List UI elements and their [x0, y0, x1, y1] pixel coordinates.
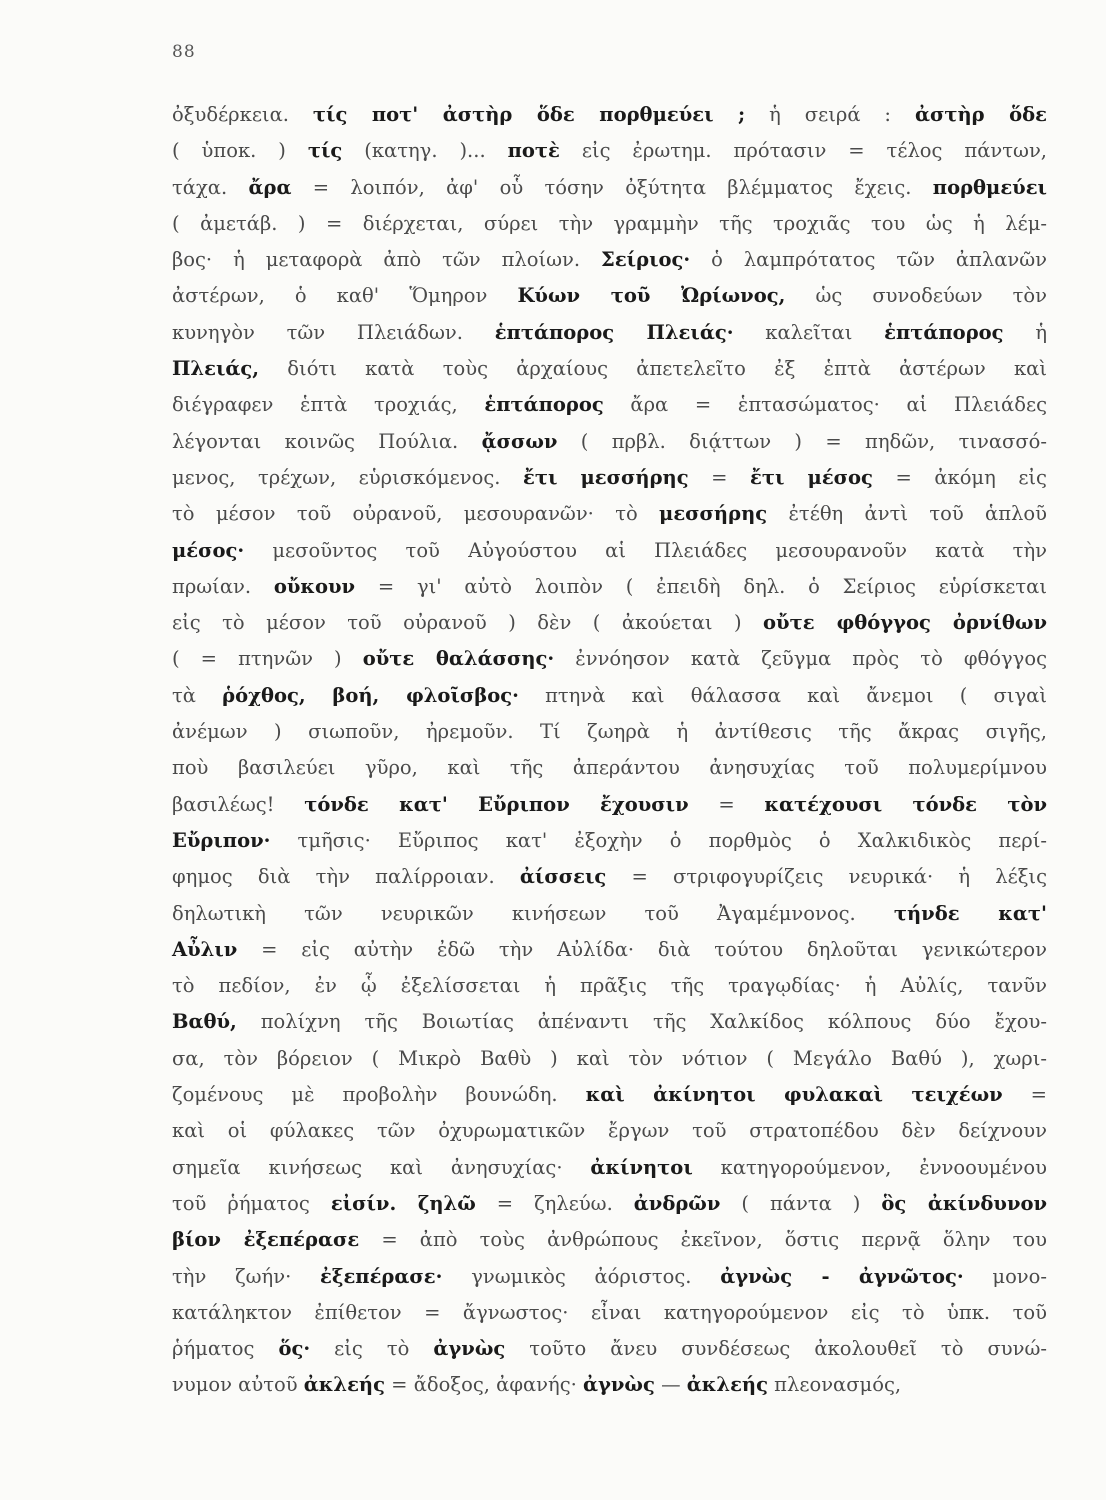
commentary-text: πολίχνη τῆς Βοιωτίας ἀπέναντι τῆς Χαλκίδος κόλπους δύο ἔχου-	[236, 1010, 1047, 1034]
commentary-text: ( = πτηνῶν )	[172, 647, 363, 671]
text-line	[172, 1113, 1047, 1149]
commentary-text: ἡ σειρά :	[745, 103, 915, 126]
text-line	[172, 968, 1047, 1004]
text-line	[172, 97, 1047, 133]
commentary-text: ἀστέρων, ὁ καθ' Ὅμηρον	[172, 284, 518, 308]
commentary-text: =	[1002, 1083, 1047, 1107]
lemma-term: ἀγνὼς - ἀγνῶτος·	[720, 1264, 964, 1288]
lemma-term: ἔτι μεσσήρης	[523, 465, 689, 489]
commentary-text: τὰ	[172, 683, 223, 707]
commentary-text: δηλωτικὴ τῶν νευρικῶν κινήσεων τοῦ Ἀγαμέμνονος.	[172, 901, 894, 925]
text-line	[172, 1186, 1047, 1222]
commentary-text: εἰς τὸ μέσον τοῦ οὐρανοῦ ) δὲν ( ἀκούεται )	[172, 611, 764, 635]
lemma-term: ἀκίνητοι	[590, 1155, 693, 1179]
commentary-text: πρωίαν.	[172, 574, 274, 598]
commentary-text: ἀνέμων ) σιωποῦν, ἠρεμοῦν. Τί ζωηρὰ ἡ ἀντίθεσις τῆς ἄκρας σιγῆς,	[172, 720, 1047, 744]
commentary-text: κατάληκτον ἐπίθετον = ἄγνωστος· εἶναι κατηγορούμενον εἰς τὸ ὑπκ. τοῦ	[172, 1300, 1047, 1324]
commentary-text: (κατηγ. )...	[342, 139, 508, 163]
commentary-text: ὁ λαμπρότατος τῶν ἀπλανῶν	[690, 248, 1047, 272]
text-line	[172, 133, 1047, 169]
commentary-text: = ζηλεύω.	[475, 1191, 634, 1215]
text-line	[172, 278, 1047, 314]
commentary-text: φημος διὰ τὴν παλίρροιαν.	[172, 865, 520, 889]
text-line	[172, 605, 1047, 641]
commentary-text: ζομένους μὲ προβολὴν βουνώδη.	[172, 1083, 586, 1107]
commentary-text: νυμον αὐτοῦ	[172, 1373, 304, 1397]
lemma-term: ῥόχθος, βοή, φλοῖσβος·	[222, 683, 519, 707]
text-line	[172, 206, 1047, 242]
commentary-text: πλεονασμός,	[767, 1373, 902, 1397]
text-line	[172, 1222, 1047, 1258]
lemma-term: μεσσήρης	[659, 502, 768, 526]
commentary-text: = λοιπόν, ἀφ' οὗ τόσην ὀξύτητα βλέμματος ἔχεις.	[291, 175, 933, 199]
commentary-text: τάχα.	[172, 175, 249, 199]
commentary-text: διότι κατὰ τοὺς ἀρχαίους ἀπετελεῖτο ἐξ ἑπτὰ ἀστέρων καὶ	[259, 357, 1047, 381]
commentary-text: ἡ	[1003, 320, 1048, 344]
lemma-term: οὔκουν	[273, 574, 356, 598]
commentary-text: εἰς τὸ	[310, 1337, 434, 1361]
lemma-term: εἰσίν. ζηλῶ	[330, 1191, 476, 1215]
lemma-term: ἑπτάπορος	[884, 320, 1004, 344]
lemma-term: οὔτε φθόγγος ὀρνίθων	[763, 611, 1047, 635]
commentary-text: γνωμικὸς ἀόριστος.	[442, 1264, 721, 1288]
commentary-text: διέγραφεν ἑπτὰ τροχιάς,	[172, 393, 485, 417]
commentary-text: ἐννόησον κατὰ ζεῦγμα πρὸς τὸ φθόγγος	[554, 647, 1047, 671]
commentary-text: μονο-	[963, 1264, 1047, 1288]
text-line	[172, 424, 1047, 460]
lemma-term: Σείριος·	[601, 248, 691, 272]
text-line	[172, 1295, 1047, 1331]
commentary-text: τὴν ζωήν·	[172, 1264, 321, 1288]
lemma-term: ἀκλεής	[686, 1373, 768, 1397]
lemma-term: ἀστὴρ ὅδε	[914, 103, 1047, 126]
text-line	[172, 896, 1047, 932]
text-line	[172, 569, 1047, 605]
commentary-text: ἐτέθη ἀντὶ τοῦ ἁπλοῦ	[767, 502, 1047, 526]
lemma-term: ποτὲ	[507, 139, 560, 163]
commentary-text: μεσοῦντος τοῦ Αὐγούστου αἱ Πλειάδες μεσουρανοῦν κατὰ τὴν	[244, 538, 1047, 562]
lemma-term: Εὔριπον·	[172, 828, 271, 852]
commentary-text: κυνηγὸν τῶν Πλειάδων.	[172, 320, 495, 344]
commentary-text: σημεῖα κινήσεως καὶ ἀνησυχίας·	[172, 1155, 591, 1179]
commentary-text: σα, τὸν βόρειον ( Μικρὸ Βαθὺ ) καὶ τὸν νότιον ( Μεγάλο Βαθύ ), χωρι-	[172, 1046, 1047, 1070]
commentary-text: τοῦτο ἄνευ συνδέσεως ἀκολουθεῖ τὸ συνώ-	[505, 1337, 1047, 1361]
lemma-term: ἑπτάπορος Πλειάς·	[494, 320, 734, 344]
lemma-term: Αὖλιν	[172, 937, 238, 961]
text-line	[172, 1077, 1047, 1113]
lemma-term: τίς	[307, 139, 343, 163]
commentary-text: —	[654, 1373, 687, 1397]
commentary-text: τὸ πεδίον, ἐν ᾧ ἐξελίσσεται ἡ πρᾶξις τῆς τραγῳδίας· ἡ Αὐλίς, τανῦν	[172, 974, 1047, 998]
lemma-term: ἀκλεής	[303, 1373, 385, 1397]
commentary-text: καλεῖται	[733, 320, 885, 344]
commentary-text: ( πρβλ. διᾴττων ) = πηδῶν, τινασσό-	[557, 429, 1047, 453]
commentary-text: =	[688, 792, 765, 816]
text-line	[172, 496, 1047, 532]
text-line	[172, 1367, 1047, 1403]
commentary-text: κατηγορούμενον, ἐννοουμένου	[692, 1155, 1047, 1179]
lemma-term: ἀίσσεις	[519, 865, 607, 889]
commentary-text: μενος, τρέχων, εὑρισκόμενος.	[172, 465, 523, 489]
commentary-text: τὸ μέσον τοῦ οὐρανοῦ, μεσουρανῶν· τὸ	[172, 502, 660, 526]
text-line	[172, 315, 1047, 351]
commentary-text: πτηνὰ καὶ θάλασσα καὶ ἄνεμοι ( σιγαὶ	[518, 683, 1047, 707]
lemma-term: ἔτι μέσος	[750, 465, 873, 489]
commentary-text: = ἀκόμη εἰς	[872, 465, 1047, 489]
text-line	[172, 460, 1047, 496]
text-line	[172, 714, 1047, 750]
lemma-term: τόνδε κατ' Εὔριπον ἔχουσιν	[304, 792, 689, 816]
text-line	[172, 242, 1047, 278]
lemma-term: πορθμεύει	[932, 175, 1047, 199]
commentary-text: = ἄδοξος, ἀφανής·	[384, 1373, 584, 1397]
commentary-text: ( πάντα )	[720, 1191, 882, 1215]
text-line	[172, 859, 1047, 895]
lemma-term: ᾄσσων	[481, 429, 558, 453]
text-line	[172, 387, 1047, 423]
lemma-term: ἑπτάπορος	[484, 393, 604, 417]
text-line	[172, 1150, 1047, 1186]
lemma-term: ἀνδρῶν	[633, 1191, 721, 1215]
text-line	[172, 787, 1047, 823]
page-number: 88	[172, 42, 196, 62]
commentary-text: = γι' αὐτὸ λοιπὸν ( ἐπειδὴ δηλ. ὁ Σείριος εὑρίσκεται	[355, 574, 1048, 598]
commentary-text: τοῦ ῥήματος	[172, 1191, 331, 1215]
text-line	[172, 170, 1047, 206]
lemma-term: Βαθύ,	[172, 1010, 237, 1034]
commentary-text: τμῆσις· Εὔριπος κατ' ἐξοχὴν ὁ πορθμὸς ὁ Χαλκιδικὸς περί-	[270, 828, 1047, 852]
lemma-term: ἐξεπέρασε·	[320, 1264, 443, 1288]
lemma-term: ἀγνὼς	[433, 1337, 506, 1361]
text-line	[172, 678, 1047, 714]
lemma-term: καὶ ἀκίνητοι φυλακαὶ τειχέων	[585, 1083, 1003, 1107]
lemma-term: ὃς ἀκίνδυνον	[881, 1191, 1048, 1215]
body-text	[172, 97, 1047, 1404]
commentary-text: ( ἀμετάβ. ) = διέρχεται, σύρει τὴν γραμμὴν τῆς τροχιᾶς του ὡς ἡ λέμ-	[172, 211, 1047, 235]
commentary-text: ἄρα = ἑπτασώματος· αἱ Πλειάδες	[603, 393, 1047, 417]
lemma-term: τήνδε κατ'	[893, 901, 1047, 925]
commentary-text: = στριφογυρίζεις νευρικά· ἡ λέξις	[606, 865, 1047, 889]
lemma-term: κατέχουσι τόνδε τὸν	[764, 792, 1047, 816]
lemma-term: ἀγνὼς	[583, 1373, 655, 1397]
lemma-term: μέσος·	[172, 538, 245, 562]
commentary-text: εἰς ἐρωτημ. πρότασιν = τέλος πάντων,	[559, 139, 1047, 163]
commentary-text: βος· ἡ μεταφορὰ ἀπὸ τῶν πλοίων.	[172, 248, 602, 272]
text-line	[172, 533, 1047, 569]
lemma-term: ὅς·	[278, 1337, 311, 1361]
text-line	[172, 1331, 1047, 1367]
text-line	[172, 1004, 1047, 1040]
commentary-text: ὡς συνοδεύων τὸν	[785, 284, 1048, 308]
commentary-text: ( ὑποκ. )	[172, 139, 308, 163]
text-line	[172, 1259, 1047, 1295]
commentary-text: = εἰς αὐτὴν ἐδῶ τὴν Αὐλίδα· διὰ τούτου δηλοῦται γενικώτερον	[237, 937, 1047, 961]
text-line	[172, 351, 1047, 387]
commentary-text: βασιλέως!	[172, 792, 305, 816]
lemma-term: οὔτε θαλάσσης·	[362, 647, 555, 671]
text-line	[172, 932, 1047, 968]
text-line	[172, 641, 1047, 677]
lemma-term: ἄρα	[248, 175, 292, 199]
commentary-text: ποὺ βασιλεύει γῦρο, καὶ τῆς ἀπεράντου ἀνησυχίας τοῦ πολυμερίμνου	[172, 756, 1047, 780]
commentary-text: ῥήματος	[172, 1337, 279, 1361]
commentary-text: =	[688, 465, 751, 489]
lemma-term: Κύων τοῦ Ὠρίωνος,	[517, 284, 786, 308]
lemma-term: βίον ἐξεπέρασε	[172, 1228, 360, 1252]
lemma-term: τίς ποτ' ἀστὴρ ὅδε πορθμεύει ;	[312, 103, 746, 126]
commentary-text: λέγονται κοινῶς Πούλια.	[172, 429, 482, 453]
commentary-text: = ἀπὸ τοὺς ἀνθρώπους ἐκεῖνον, ὅστις περνᾷ ὅλην του	[359, 1228, 1047, 1252]
text-line	[172, 750, 1047, 786]
commentary-text: ὀξυδέρκεια.	[172, 103, 313, 126]
commentary-text: καὶ οἱ φύλακες τῶν ὀχυρωματικῶν ἔργων τοῦ στρατοπέδου δὲν δείχνουν	[172, 1119, 1047, 1143]
text-line	[172, 1041, 1047, 1077]
text-line	[172, 823, 1047, 859]
lemma-term: Πλειάς,	[172, 357, 260, 381]
